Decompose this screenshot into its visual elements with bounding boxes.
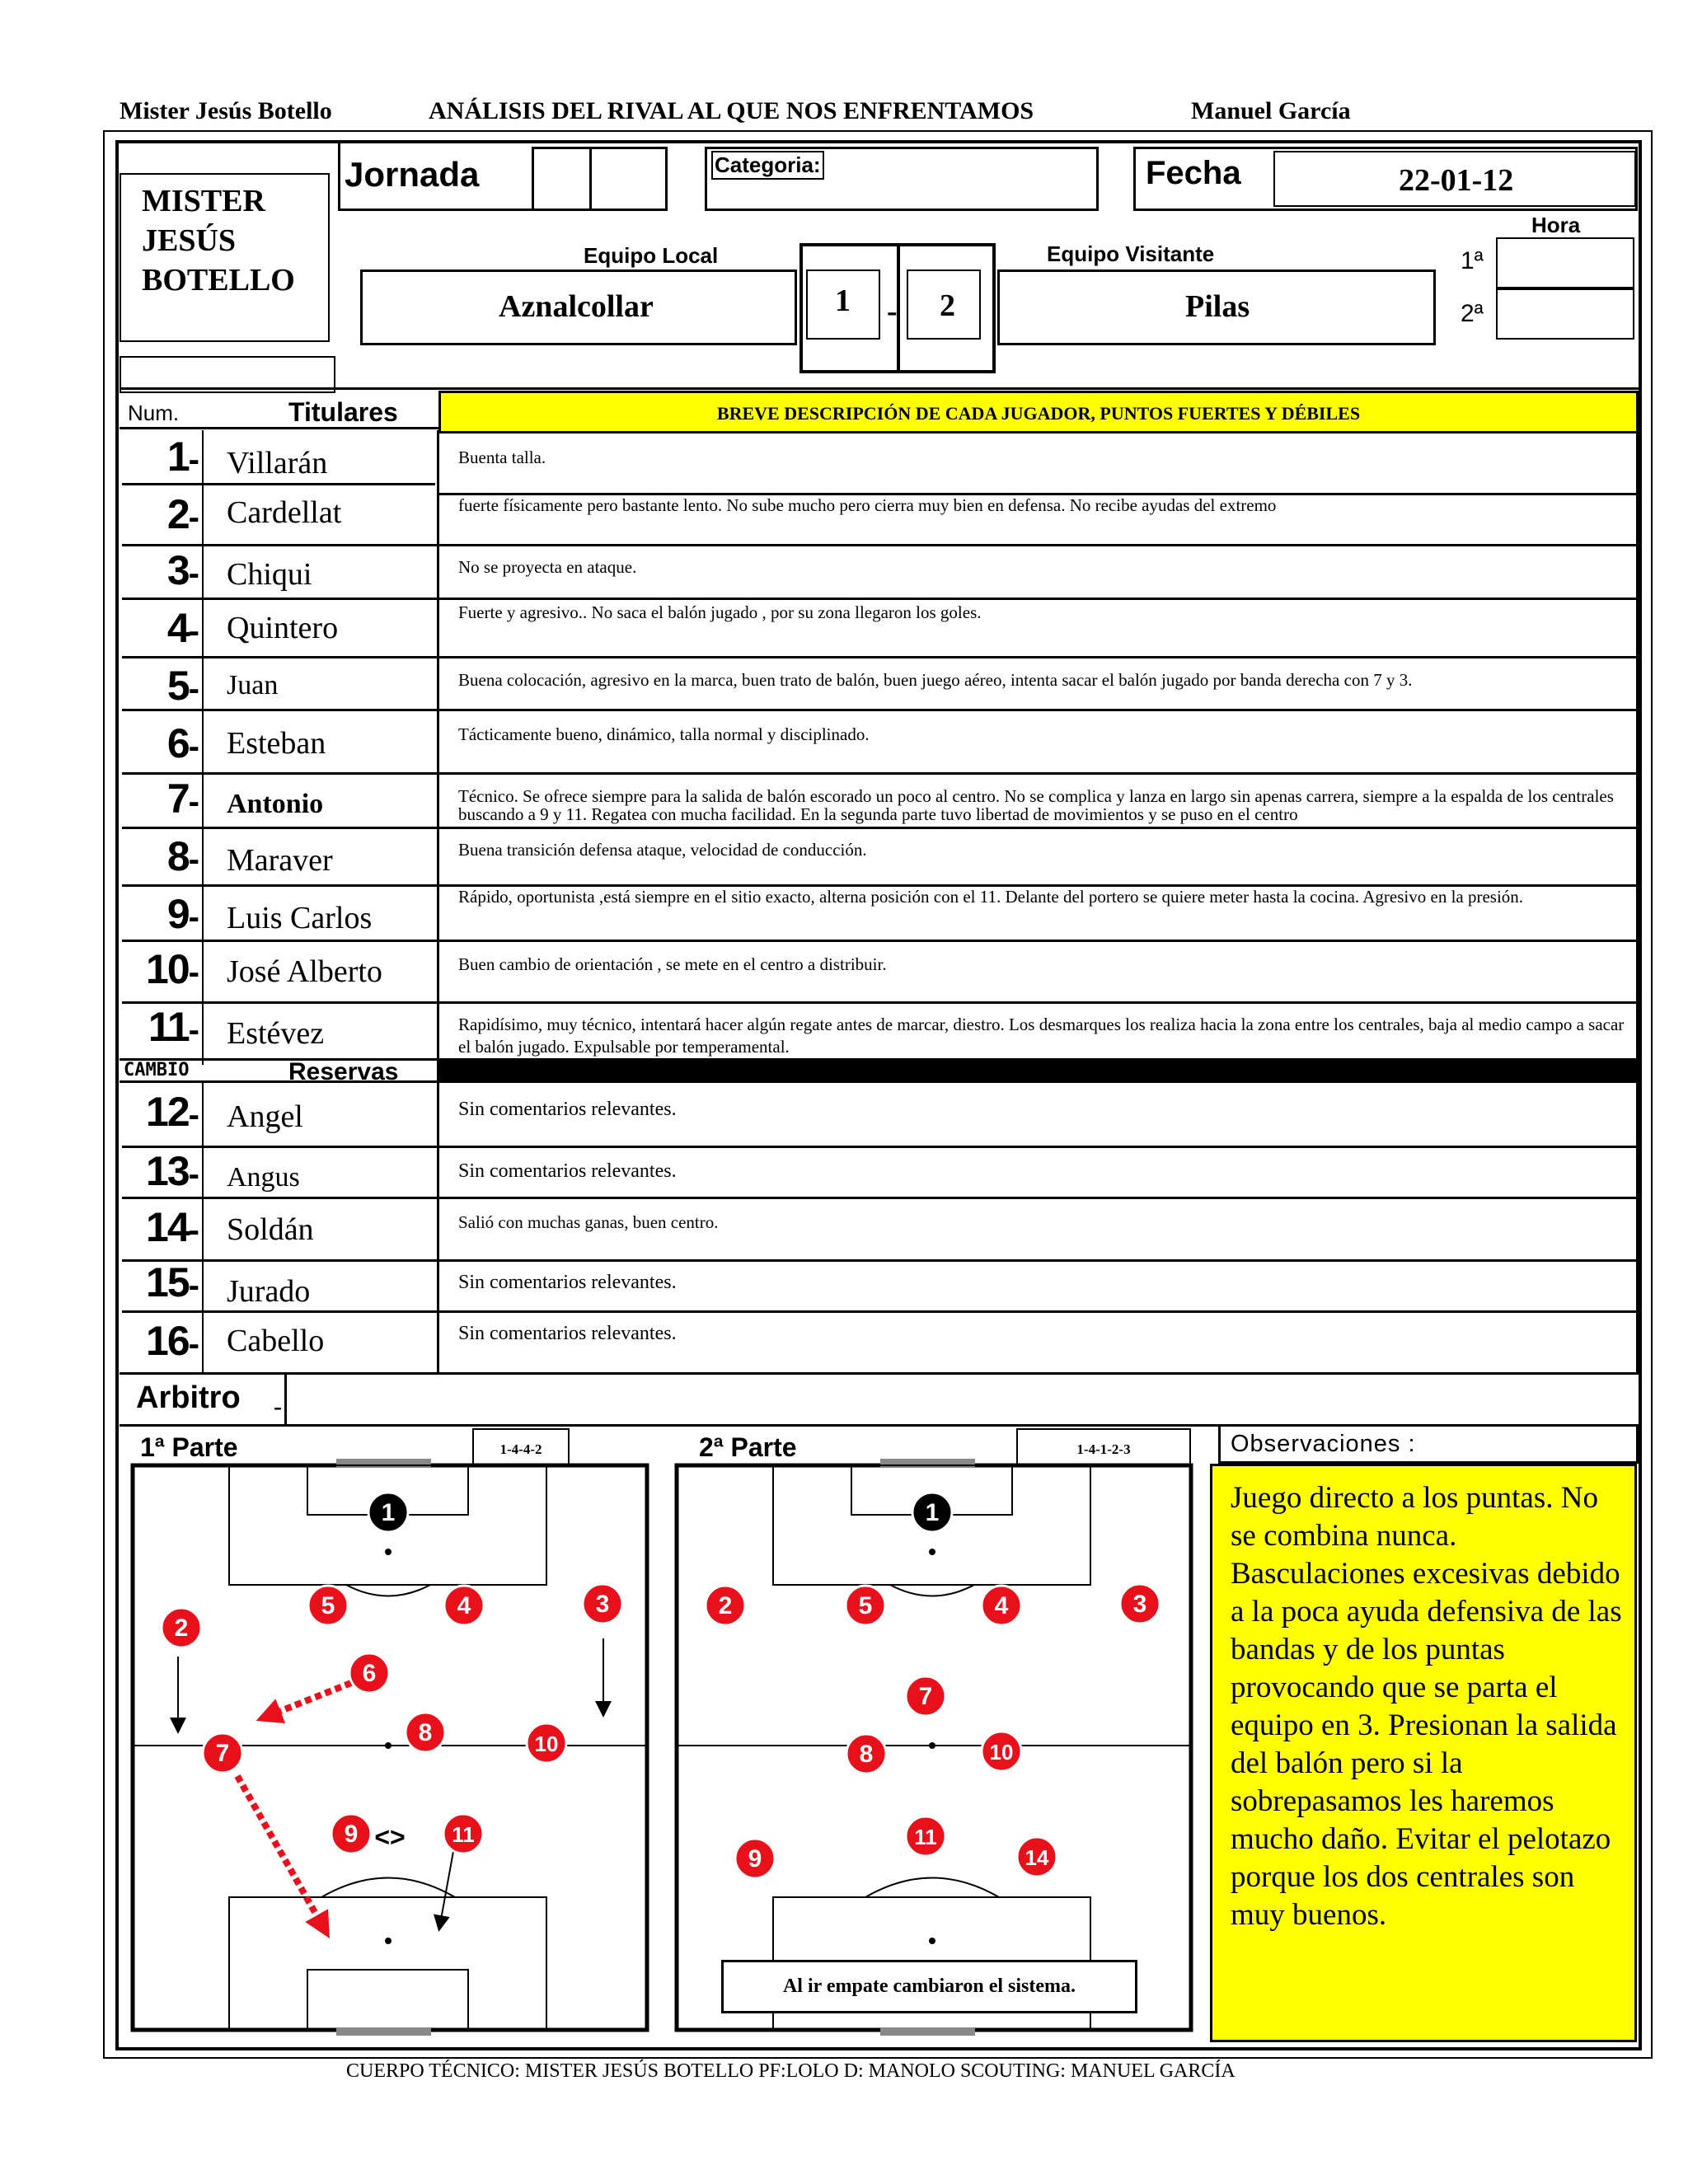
player-marker-label: 5 — [858, 1592, 873, 1619]
second-half-note: Al ir empate cambiaron el sistema. — [782, 1975, 1076, 1997]
player-name: Quintero — [227, 611, 339, 645]
local-score: 1 — [835, 284, 851, 318]
local-team-box[interactable] — [360, 269, 797, 345]
header-left: Mister Jesús Botello — [120, 97, 332, 124]
player-number: 14 - — [124, 1203, 198, 1251]
player-name: Angel — [227, 1099, 303, 1134]
player-number: 7 - — [124, 775, 198, 823]
player-marker-label: 8 — [418, 1719, 433, 1746]
player-name: Jurado — [227, 1274, 311, 1309]
player-description: Fuerte y agresivo.. No saca el balón jugado , por su zona llegaron los goles. — [458, 602, 982, 622]
second-half-note-box — [721, 1960, 1137, 2013]
player-number: 3 - — [124, 546, 198, 594]
referee-label: Arbitro — [136, 1380, 241, 1415]
coach-line-2: JESÚS — [142, 223, 237, 258]
player-description: Salió con muchas ganas, buen centro. — [458, 1212, 719, 1232]
player-number: 4 - — [124, 604, 198, 652]
player-marker-label: 11 — [452, 1822, 475, 1847]
player-number: 10 - — [124, 945, 198, 993]
player-number: 5 - — [124, 662, 198, 710]
visitor-team: Pilas — [1185, 289, 1250, 324]
hora-2-field[interactable] — [1496, 288, 1634, 340]
player-description: Rapidísimo, muy técnico, intentará hacer algún regate antes de marcar, diestro. Los desmarques los realiza hacia la zona entre los centrales, baja al medio campo a sacar el balón jugado. Expulsable por temperamental. — [458, 1015, 1625, 1057]
starters-header: Titulares — [288, 397, 398, 427]
first-half-system: 1-4-4-2 — [499, 1441, 542, 1457]
fecha-value-box[interactable] — [1273, 151, 1636, 207]
player-number: 9 - — [124, 890, 198, 938]
player-number: 16 - — [124, 1317, 198, 1365]
player-description: Buenta talla. — [458, 448, 546, 467]
player-name: Maraver — [227, 843, 333, 878]
player-marker-label: 3 — [595, 1591, 610, 1618]
player-description: Tácticamente bueno, dinámico, talla normal y disciplinado. — [458, 724, 870, 744]
half2-label: 2ª — [1461, 300, 1484, 327]
bench-change-label: CAMBIO — [124, 1060, 190, 1080]
player-marker-label: 3 — [1132, 1591, 1147, 1618]
categoria-label: Categoria: — [711, 151, 824, 180]
half1-label: 1ª — [1461, 247, 1484, 274]
player-description: Buena colocación, agresivo en la marca, buen trato de balón, buen juego aéreo, intenta sacar el balón jugado por banda derecha con 7 y 3. — [458, 670, 1413, 690]
player-marker-label: 5 — [321, 1592, 335, 1619]
observations-text: Juego directo a los puntas. No se combina nunca. Basculaciones excesivas debido a la poca ayuda defensiva de las bandas y de los puntas provocando que se parta el equipo en 3. Presionan la salida del balón pero si la sobrepasamos les haremos mucho daño. Evitar el pelotazo porque los dos centrales son muy buenos. — [1231, 1481, 1622, 1932]
player-name: Chiqui — [227, 557, 312, 592]
player-name: Cardellat — [227, 495, 342, 530]
header-right: Manuel García — [1191, 97, 1351, 124]
visitor-team-box[interactable] — [997, 269, 1436, 345]
observations-label: Observaciones : — [1231, 1431, 1416, 1457]
swap-symbol: <> — [374, 1822, 406, 1852]
player-description: No se proyecta en ataque. — [458, 557, 637, 577]
header-title: ANÁLISIS DEL RIVAL AL QUE NOS ENFRENTAMOS — [429, 97, 1034, 124]
player-marker-label: 6 — [362, 1660, 377, 1687]
player-number: 8 - — [124, 832, 198, 880]
player-description: Técnico. Se ofrece siempre para la salida de balón escorado un poco al centro. No se complica y lanza en largo sin apenas carrera, siempre a la espalda de los centrales buscando a 9 y 11. Regatea con mucha facilidad. En la segunda parte tuvo libertad de movimientos y se puso en el centro — [458, 787, 1614, 824]
first-half-label: 1ª Parte — [140, 1432, 238, 1462]
jornada-outer — [338, 143, 668, 211]
player-description: Sin comentarios relevantes. — [458, 1272, 677, 1293]
player-marker-label: 1 — [381, 1499, 396, 1526]
visitor-label: Equipo Visitante — [1047, 241, 1215, 266]
player-name: Esteban — [227, 726, 326, 761]
desc-header-text: BREVE DESCRIPCIÓN DE CADA JUGADOR, PUNTOS FUERTES Y DÉBILES — [716, 403, 1361, 424]
player-description: Buena transición defensa ataque, velocidad de conducción. — [458, 840, 867, 860]
player-name: Luis Carlos — [227, 901, 373, 935]
player-marker-label: 14 — [1025, 1845, 1049, 1870]
referee-field[interactable] — [284, 1374, 1636, 1426]
jornada-label: Jornada — [345, 155, 480, 194]
player-name: Cabello — [227, 1324, 325, 1358]
categoria-field[interactable] — [705, 147, 1099, 211]
player-marker-label: 2 — [174, 1615, 189, 1642]
player-description: Rápido, oportunista ,está siempre en el sitio exacto, alterna posición con el 11. Delante del portero se quiere meter hasta la cocina. Agresivo en la presión. — [458, 887, 1524, 907]
player-name: José Alberto — [227, 954, 382, 989]
player-marker-label: 9 — [748, 1845, 762, 1872]
visitor-score: 2 — [940, 288, 955, 323]
first-half-pitch — [130, 1459, 652, 2036]
coach-line-1: MISTER — [142, 184, 265, 218]
player-number: 12 - — [124, 1088, 198, 1136]
player-name: Estévez — [227, 1016, 325, 1051]
player-name: Angus — [227, 1162, 300, 1193]
player-number: 15 - — [124, 1258, 198, 1306]
num-header: Num. — [128, 401, 180, 425]
hora-1-field[interactable] — [1496, 237, 1634, 288]
player-marker-label: 1 — [925, 1499, 940, 1526]
player-number: 11 - — [124, 1003, 198, 1051]
local-score-box[interactable] — [806, 269, 880, 340]
player-marker-label: 10 — [534, 1732, 559, 1756]
player-marker-label: 4 — [994, 1592, 1009, 1619]
player-marker-label: 7 — [215, 1740, 230, 1767]
player-marker-label: 10 — [989, 1740, 1014, 1765]
player-marker-label: 2 — [718, 1592, 733, 1619]
player-name: Villarán — [227, 446, 328, 480]
footer: CUERPO TÉCNICO: MISTER JESÚS BOTELLO PF:LOLO D: MANOLO SCOUTING: MANUEL GARCÍA — [346, 2060, 1236, 2082]
player-number: 6 - — [124, 719, 198, 767]
player-description: Buen cambio de orientación , se mete en el centro a distribuir. — [458, 954, 887, 974]
reserves-header: Reservas — [288, 1058, 399, 1085]
player-marker-label: 7 — [918, 1683, 933, 1710]
player-description: Sin comentarios relevantes. — [458, 1160, 677, 1182]
visitor-score-box[interactable] — [907, 269, 981, 340]
player-name: Soldán — [227, 1212, 314, 1247]
player-number: 13 - — [124, 1147, 198, 1195]
player-marker-label: 11 — [914, 1825, 937, 1849]
player-name: Antonio — [227, 789, 324, 819]
desc-header — [438, 391, 1639, 434]
second-half-pitch — [674, 1459, 1196, 2036]
player-marker-label: 4 — [457, 1592, 471, 1619]
coach-line-3: BOTELLO — [142, 263, 295, 298]
fecha-label: Fecha — [1146, 155, 1241, 191]
player-number: 2 - — [124, 490, 198, 538]
player-description: Sin comentarios relevantes. — [458, 1323, 677, 1344]
observations-header — [1218, 1424, 1639, 1464]
second-half-label: 2ª Parte — [699, 1432, 797, 1462]
second-half-system: 1-4-1-2-3 — [1076, 1441, 1131, 1457]
coach-block — [120, 173, 330, 342]
hora-label: Hora — [1531, 213, 1581, 237]
player-name: Juan — [227, 670, 279, 701]
local-label: Equipo Local — [584, 243, 719, 268]
player-marker-label: 9 — [344, 1821, 359, 1848]
local-team: Aznalcollar — [499, 289, 654, 324]
fecha-value: 22-01-12 — [1399, 163, 1514, 198]
player-description: fuerte físicamente pero bastante lento. No sube mucho pero cierra muy bien en defensa. No recibe ayudas del extremo — [458, 496, 1277, 515]
player-number: 1 - — [124, 433, 198, 480]
observations-box — [1210, 1464, 1637, 2042]
player-description: Sin comentarios relevantes. — [458, 1099, 677, 1120]
player-marker-label: 8 — [859, 1741, 874, 1768]
